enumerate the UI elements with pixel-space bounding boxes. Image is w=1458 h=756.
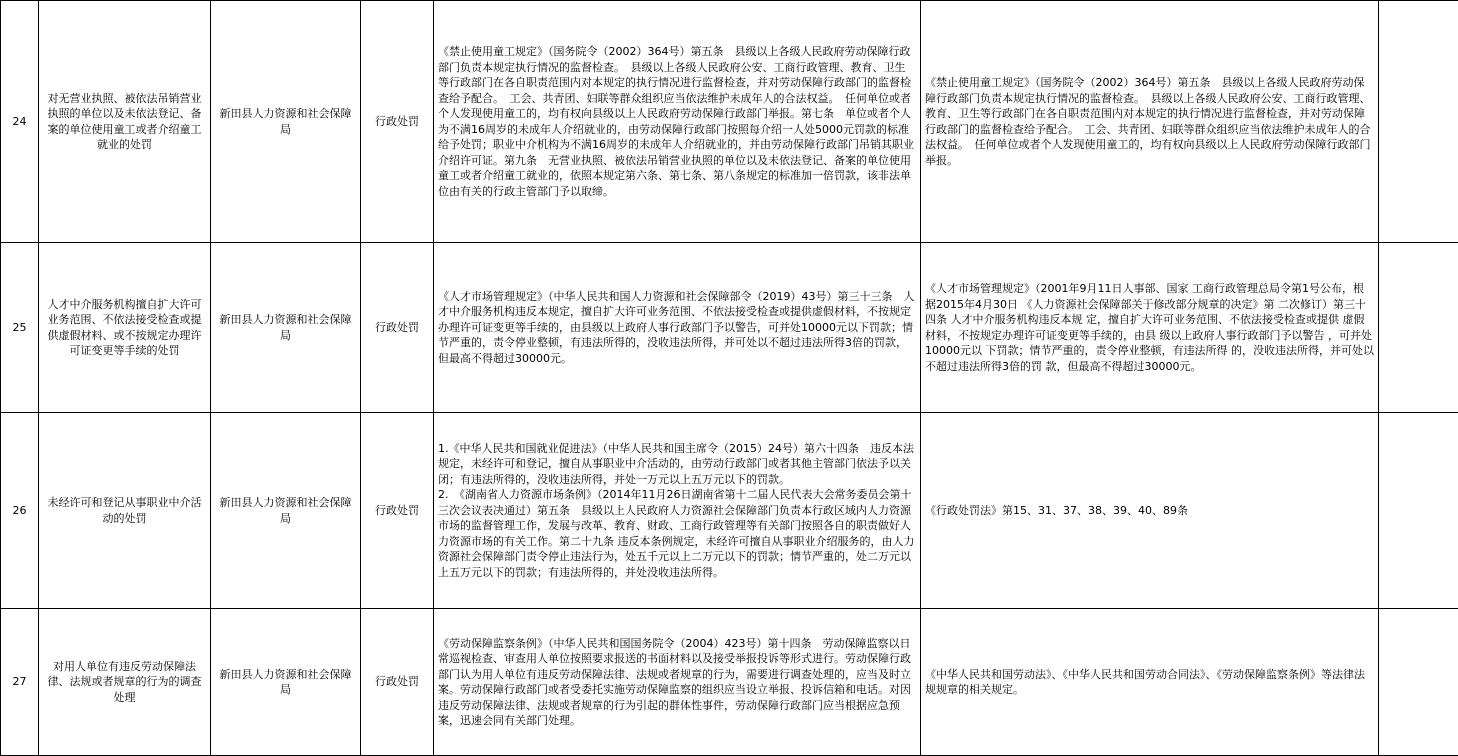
item-name: 对用人单位有违反劳动保障法律、法规或者规章的行为的调查处理 (39, 609, 211, 756)
empty-cell (1379, 413, 1458, 609)
empty-cell (1379, 1, 1458, 243)
table-row (1, 243, 1458, 413)
department: 新田县人力资源和社会保障局 (211, 413, 361, 609)
duty-basis: 《禁止使用童工规定》（国务院令（2002）364号）第五条 县级以上各级人民政府劳动保障行政部门负责本规定执行情况的监督检查。 县级以上各级人民政府公安、工商行政管理、教育、卫生等行政部门在各自职责范围内对本规定的执行情况进行监督检查，并对劳动保障行政部门的监督检查给予配合。 工会、共青团、妇联等群众组织应当依法维护未成年人的合法权益。 任何单位或者个人发现使用童工的，均有权向县级以上人民政府劳动保障行政部门举报。 (921, 1, 1379, 243)
legal-basis: 1.《中华人民共和国就业促进法》（中华人民共和国主席令（2015）24号）第六十四条 违反本法规定，未经许可和登记，擅自从事职业中介活动的，由劳动行政部门或者其他主管部门依法予以关闭；有违法所得的，没收违法所得，并处一万元以上五万元以下的罚款。 2. 《湖南省人力资源市场条例》（2014年11月26日湖南省第十二届人民代表大会常务委员会第十三次会议表决通过）第五条 县级以上人民政府人力资源社会保障部门负责本行政区域内人力资源市场的监督管理工作，发展与改革、教育、财政、工商行政管理等有关部门按照各自的职责做好人力资源市场的有关工作。第二十九条 违反本条例规定，未经许可擅自从事职业介绍服务的，由人力资源社会保障部门责令停止违法行为，处五千元以上二万元以下的罚款；情节严重的，处二万元以上五万元以下的罚款；有违法所得的，并处没收违法所得。 (434, 413, 921, 609)
power-type: 行政处罚 (361, 609, 434, 756)
legal-basis: 《禁止使用童工规定》（国务院令（2002）364号）第五条 县级以上各级人民政府劳动保障行政部门负责本规定执行情况的监督检查。 县级以上各级人民政府公安、工商行政管理、教育、卫生等行政部门在各自职责范围内对本规定的执行情况进行监督检查，并对劳动保障行政部门的监督检查给予配合。 工会、共青团、妇联等群众组织应当依法维护未成年人的合法权益。 任何单位或者个人发现使用童工的，均有权向县级以上人民政府劳动保障行政部门举报。第七条 单位或者个人为不满16周岁的未成年人介绍就业的，由劳动保障行政部门按照每介绍一人处5000元罚款的标准给予处罚；职业中介机构为不满16周岁的未成年人介绍就业的，并由劳动保障行政部门吊销其职业介绍许可证。第九条 无营业执照、被依法吊销营业执照的单位以及未依法登记、备案的单位使用童工或者介绍童工就业的，依照本规定第六条、第七条、第八条规定的标准加一倍罚款，该非法单位由有关的行政主管部门予以取缔。 (434, 1, 921, 243)
duty-basis: 《人才市场管理规定》（2001年9月11日人事部、国家 工商行政管理总局令第1号公布，根据2015年4月30日 《人力资源社会保障部关于修改部分规章的决定》第 二次修订）第三十四条 人才中介服务机构违反本规 定，擅自扩大许可业务范围、不依法接受检查或提供 虚假材料，不按规定办理许可证变更等手续的，由县 级以上政府人事行政部门予以警告 ，可并处10000元以 下罚款；情节严重的，责令停业整顿，有违法所得 的，没收违法所得，并可处以不超过违法所得3倍的罚 款，但最高不得超过30000元。 (921, 243, 1379, 413)
power-type: 行政处罚 (361, 413, 434, 609)
empty-cell (1379, 609, 1458, 756)
row-number: 27 (1, 609, 39, 756)
item-name: 对无营业执照、被依法吊销营业执照的单位以及未依法登记、备案的单位使用童工或者介绍童工就业的处罚 (39, 1, 211, 243)
duty-basis: 《行政处罚法》第15、31、37、38、39、40、89条 (921, 413, 1379, 609)
row-number: 25 (1, 243, 39, 413)
department: 新田县人力资源和社会保障局 (211, 1, 361, 243)
row-number: 26 (1, 413, 39, 609)
power-type: 行政处罚 (361, 1, 434, 243)
legal-basis: 《人才市场管理规定》（中华人民共和国人力资源和社会保障部令（2019）43号）第三十三条 人才中介服务机构违反本规定，擅自扩大许可业务范围、不依法接受检查或提供虚假材料，不按规定办理许可证变更等手续的，由县级以上政府人事行政部门予以警告，可并处10000元以下罚款；情节严重的，责令停业整顿，有违法所得的，没收违法所得，并可处以不超过违法所得3倍的罚款，但最高不得超过30000元。 (434, 243, 921, 413)
power-type: 行政处罚 (361, 243, 434, 413)
item-name: 未经许可和登记从事职业中介活动的处罚 (39, 413, 211, 609)
legal-basis: 《劳动保障监察条例》（中华人民共和国国务院令（2004）423号）第十四条 劳动保障监察以日常巡视检查、审查用人单位按照要求报送的书面材料以及接受举报投诉等形式进行。劳动保障行政部门认为用人单位有违反劳动保障法律、法规或者规章的行为，需要进行调查处理的，应当及时立案。劳动保障行政部门或者受委托实施劳动保障监察的组织应当设立举报、投诉信箱和电话。对因违反劳动保障法律、法规或者规章的行为引起的群体性事件，劳动保障行政部门应当根据应急预案，迅速会同有关部门处理。 (434, 609, 921, 756)
table-row (1, 609, 1458, 756)
item-name: 人才中介服务机构擅自扩大许可业务范围、不依法接受检查或提供虚假材料、或不按规定办理许可证变更等手续的处罚 (39, 243, 211, 413)
table-row (1, 1, 1458, 243)
empty-cell (1379, 243, 1458, 413)
table-row (1, 413, 1458, 609)
department: 新田县人力资源和社会保障局 (211, 243, 361, 413)
duty-basis: 《中华人民共和国劳动法》、《中华人民共和国劳动合同法》、《劳动保障监察条例》等法律法规规章的相关规定。 (921, 609, 1379, 756)
row-number: 24 (1, 1, 39, 243)
department: 新田县人力资源和社会保障局 (211, 609, 361, 756)
